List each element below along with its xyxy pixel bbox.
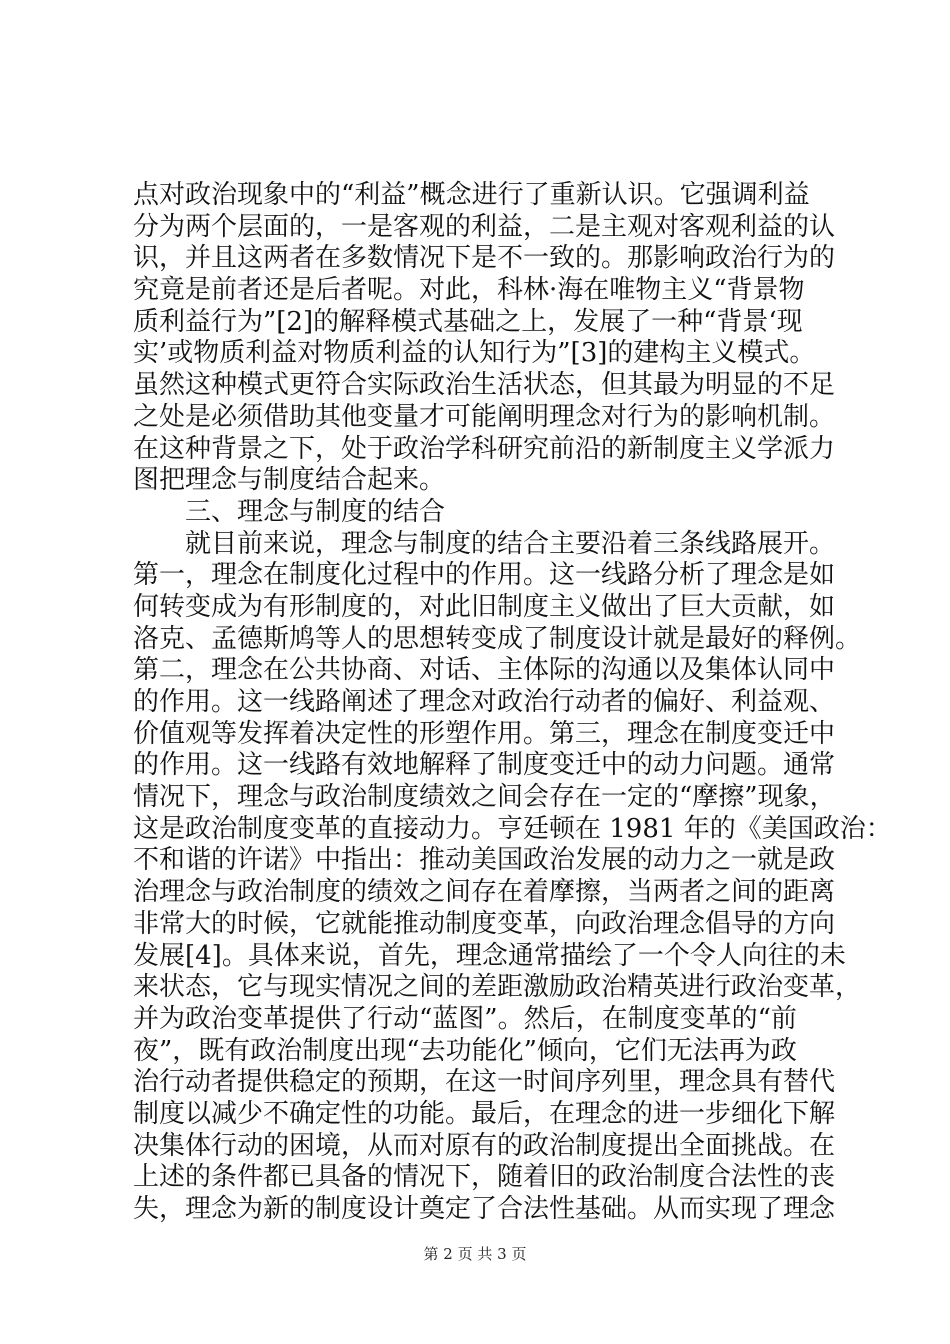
text-line: 失，理念为新的制度设计奠定了合法性基础。从而实现了理念 (133, 1194, 836, 1224)
text-line: 第一，理念在制度化过程中的作用。这一线路分析了理念是如 (133, 560, 836, 591)
text-line: 第二，理念在公共协商、对话、主体际的沟通以及集体认同中 (133, 655, 836, 686)
text-line: 究竟是前者还是后者呢。对此，科林·海在唯物主义“背景物 (133, 275, 805, 306)
text-line: 洛克、孟德斯鸠等人的思想转变成了制度设计就是最好的释例。 (133, 623, 862, 654)
section-heading: 三、理念与制度的结合 (185, 496, 446, 527)
page-number-label: 第 2 页 共 3 页 (423, 1245, 527, 1263)
text-line: 情况下，理念与政治制度绩效之间会存在一定的“摩擦”现象， (133, 782, 836, 813)
page-footer (0, 1243, 950, 1264)
text-line: 识，并且这两者在多数情况下是不一致的。那影响政治行为的 (133, 243, 836, 274)
text-line: 上述的条件都已具备的情况下，随着旧的政治制度合法性的丧 (133, 1162, 836, 1193)
text-line: 质利益行为”[2]的解释模式基础之上，发展了一种“背景‘现 (133, 306, 803, 337)
text-line: 价值观等发挥着决定性的形塑作用。第三，理念在制度变迁中 (133, 718, 836, 749)
text-line: 就目前来说，理念与制度的结合主要沿着三条线路展开。 (185, 528, 836, 559)
text-line: 之处是必须借助其他变量才可能阐明理念对行为的影响机制。 (133, 401, 836, 432)
text-line: 分为两个层面的，一是客观的利益，二是主观对客观利益的认 (133, 211, 836, 242)
body-text (133, 180, 892, 1226)
text-line: 治理念与政治制度的绩效之间存在着摩擦，当两者之间的距离 (133, 877, 836, 908)
text-line: 发展[4]。具体来说，首先，理念通常描绘了一个令人向往的未 (133, 940, 846, 971)
text-line: 何转变成为有形制度的，对此旧制度主义做出了巨大贡献，如 (133, 591, 836, 622)
text-line: 的作用。这一线路有效地解释了制度变迁中的动力问题。通常 (133, 750, 836, 781)
text-line: 实’或物质利益对物质利益的认知行为”[3]的建构主义模式。 (133, 338, 816, 369)
text-line: 虽然这种模式更符合实际政治生活状态，但其最为明显的不足 (133, 370, 836, 401)
text-line: 治行动者提供稳定的预期，在这一时间序列里，理念具有替代 (133, 1067, 836, 1098)
text-line: 并为政治变革提供了行动“蓝图”。然后，在制度变革的“前 (133, 1003, 797, 1034)
text-line: 不和谐的许诺》中指出：推动美国政治发展的动力之一就是政 (133, 845, 836, 876)
text-line: 夜”，既有政治制度出现“去功能化”倾向，它们无法再为政 (133, 1035, 797, 1066)
text-line: 制度以减少不确定性的功能。最后，在理念的进一步细化下解 (133, 1098, 836, 1129)
text-line: 图把理念与制度结合起来。 (133, 465, 446, 496)
text-line: 非常大的时候，它就能推动制度变革，向政治理念倡导的方向 (133, 908, 836, 939)
text-line: 的作用。这一线路阐述了理念对政治行动者的偏好、利益观、 (133, 687, 836, 717)
text-line: 决集体行动的困境，从而对原有的政治制度提出全面挑战。在 (133, 1130, 836, 1161)
text-line: 来状态，它与现实情况之间的差距激励政治精英进行政治变革， (133, 972, 862, 1003)
text-line: 点对政治现象中的“利益”概念进行了重新认识。它强调利益 (133, 180, 810, 210)
text-line: 在这种背景之下，处于政治学科研究前沿的新制度主义学派力 (133, 433, 836, 464)
text-line: 这是政治制度变革的直接动力。亨廷顿在 1981 年的《美国政治： (133, 813, 892, 844)
